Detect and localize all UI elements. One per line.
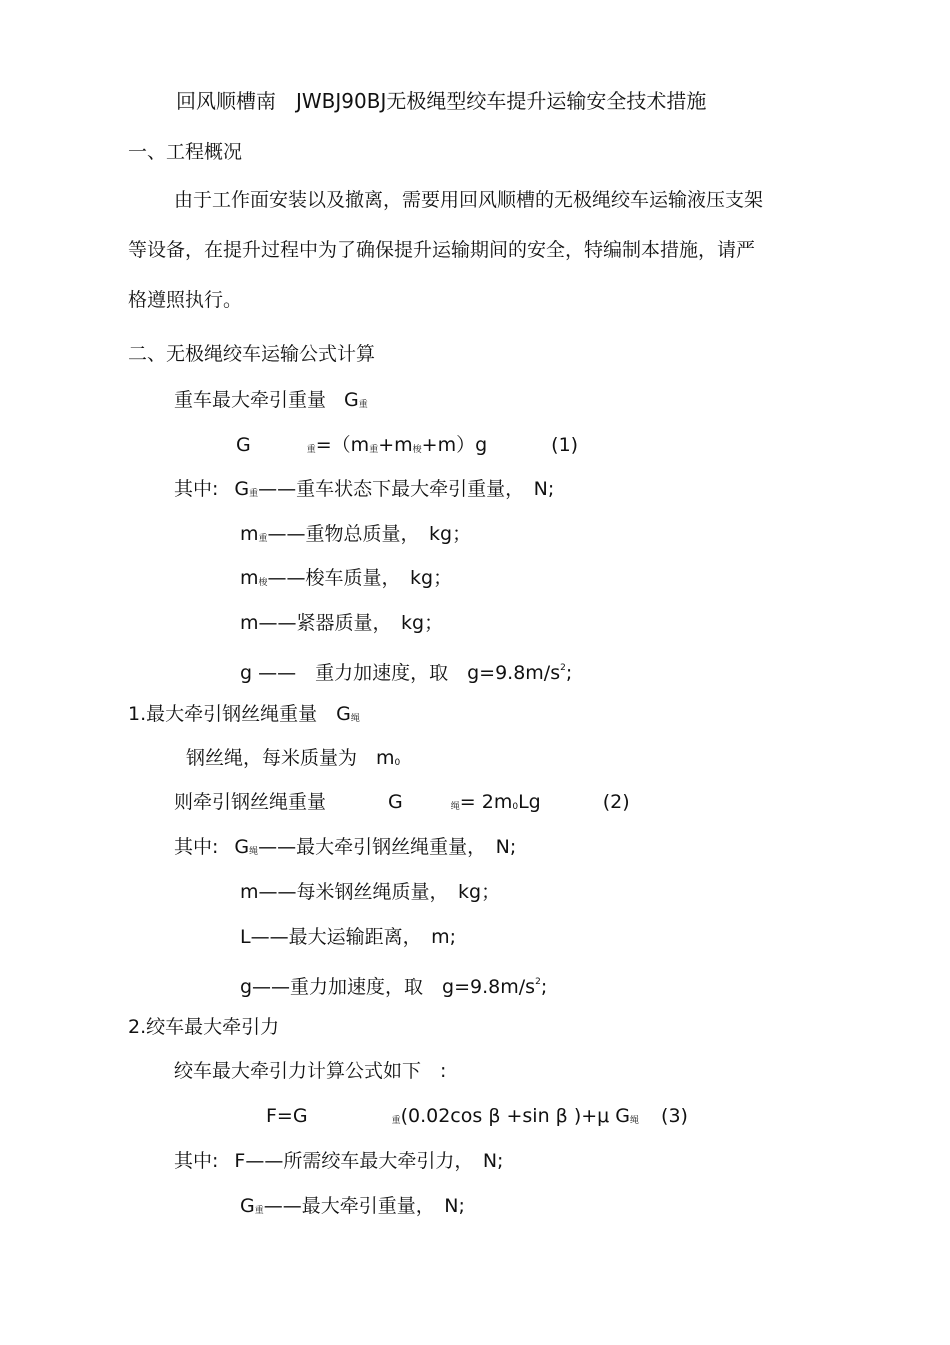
overview-paragraph-line1: 由于工作面安装以及撤离，需要用回风顺槽的无极绳绞车运输液压支架 <box>174 189 764 211</box>
definition-L: L——最大运输距离， m; <box>240 926 456 948</box>
formula-3-sub-zhong: 重 <box>391 1116 401 1126</box>
formula-1-sub-zhong: 重 <box>369 445 379 455</box>
section-heading-overview: 一、工程概况 <box>128 141 243 163</box>
def-F-text: F——所需绞车最大牵引力， N; <box>234 1150 504 1172</box>
overview-paragraph-line2: 等设备，在提升过程中为了确保提升运输期间的安全，特编制本措施，请严 <box>128 239 756 261</box>
def-G-rope-text: ——最大牵引钢丝绳重量， N; <box>258 836 517 858</box>
def-g-text: g —— 重力加速度，取 g=9.8m/s <box>240 662 561 684</box>
formula-2-label: 则牵引钢丝绳重量 <box>174 791 327 813</box>
formula-3-sub-sheng: 绳 <box>630 1116 640 1126</box>
def-g-semicolon: ; <box>565 662 573 684</box>
formula-2-tail: Lg <box>518 791 541 813</box>
formula-1-lhs: G <box>236 434 251 456</box>
definition-G-heavy-2 <box>240 1194 465 1223</box>
heavy-car-label-text: 重车最大牵引重量 <box>174 389 327 411</box>
def-G2-sub: 重 <box>254 1206 264 1216</box>
heavy-car-label <box>174 388 368 417</box>
definition-m-rope: m——每米钢丝绳质量， kg； <box>240 881 501 903</box>
def-symbol-G: G <box>234 478 250 500</box>
formula-2 <box>174 790 630 819</box>
def-G2-symbol: G <box>240 1195 255 1217</box>
def-g2-semicolon: ; <box>540 976 548 998</box>
where-label: 其中: <box>174 478 219 500</box>
formula-3-number: (3) <box>661 1105 688 1127</box>
formula-2-G: G <box>388 791 403 813</box>
formula-2-rhs: = 2m <box>459 791 513 813</box>
definition-m-shuttle <box>240 566 452 595</box>
formula-3-label: 绞车最大牵引力计算公式如下 : <box>174 1060 447 1082</box>
where-label-3: 其中: <box>174 1150 219 1172</box>
def-G-rope-sub: 绳 <box>249 847 259 857</box>
def-m-suo-sub: 梭 <box>258 578 268 588</box>
formula-1-sub-suo: 梭 <box>412 445 422 455</box>
formula-3-lhs: F=G <box>266 1105 308 1127</box>
heavy-car-symbol: G <box>344 389 359 411</box>
definition-g-gravity-2 <box>240 970 547 999</box>
heavy-car-symbol-sub: 重 <box>358 400 368 410</box>
definition-F <box>174 1149 503 1173</box>
definition-g-gravity <box>240 656 572 685</box>
formula-2-G-sub: 绳 <box>450 802 460 812</box>
definition-G-rope <box>174 835 516 864</box>
def-m-symbol: m <box>240 523 259 545</box>
definition-G-heavy <box>174 477 554 506</box>
definition-m-heavy <box>240 522 471 551</box>
def-g2-text: g——重力加速度，取 g=9.8m/s <box>240 976 536 998</box>
item-1-heading-text: 1.最大牵引钢丝绳重量 G <box>128 703 351 725</box>
formula-2-number: (2) <box>602 791 630 813</box>
formula-1-eq: =（m <box>315 434 370 456</box>
overview-paragraph-line3: 格遵照执行。 <box>128 289 243 311</box>
def-m-jin-symbol: m <box>240 612 259 634</box>
formula-1-number: (1) <box>551 434 579 456</box>
def-m-jin-text: ——紧器质量， kg； <box>258 612 444 634</box>
item-1-heading-sub: 绳 <box>350 714 360 724</box>
def-symbol-G-sub: 重 <box>249 489 259 499</box>
def-G2-text: ——最大牵引重量， N; <box>263 1195 465 1217</box>
def-G-rope-symbol: G <box>234 836 250 858</box>
formula-1 <box>236 433 578 462</box>
section-heading-calculation: 二、无极绳绞车运输公式计算 <box>128 343 376 365</box>
def-m-sub: 重 <box>258 534 268 544</box>
def-m-zhong-text: ——重物总质量， kg； <box>267 523 472 545</box>
def-m-suo-text: ——梭车质量， kg； <box>267 567 453 589</box>
where-label-2: 其中: <box>174 836 219 858</box>
item-2-heading: 2.绞车最大牵引力 <box>128 1016 280 1038</box>
formula-3 <box>266 1104 688 1133</box>
rope-mass-line <box>186 746 400 775</box>
formula-1-plus-m: +m <box>378 434 413 456</box>
def-m-suo-symbol: m <box>240 567 259 589</box>
formula-2-sub0: 0 <box>512 802 519 812</box>
formula-1-tail: +m）g <box>421 434 488 456</box>
formula-1-lhs-sub: 重 <box>306 445 316 455</box>
definition-m-tensioner <box>240 611 443 635</box>
rope-mass-sub: 0 <box>394 758 401 768</box>
def-g-sup: 2 <box>560 663 566 673</box>
item-1-heading <box>128 702 360 731</box>
def-G-text: ——重车状态下最大牵引重量， N; <box>258 478 555 500</box>
def-g2-sup: 2 <box>535 977 541 987</box>
formula-3-mid: (0.02cos β +sin β )+μ G <box>400 1105 631 1127</box>
document-title: 回风顺槽南 JWBJ90BJ无极绳型绞车提升运输安全技术措施 <box>176 89 707 113</box>
rope-mass-text: 钢丝绳，每米质量为 m <box>186 747 395 769</box>
